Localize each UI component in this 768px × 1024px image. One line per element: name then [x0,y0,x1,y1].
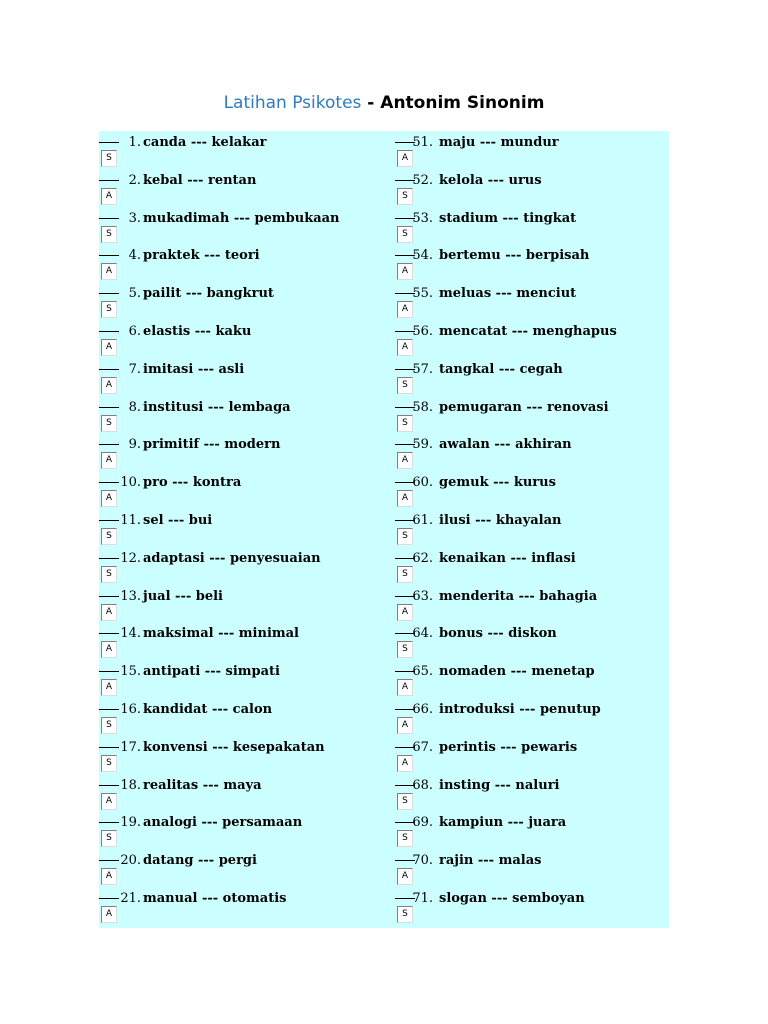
question-number: 18. [120,777,141,793]
word-pair: slogan --- semboyan [439,891,585,906]
question-number: 57. [412,361,433,377]
word-pair: jual --- beli [143,588,223,604]
answer-box[interactable]: S [101,566,117,583]
answer-box[interactable]: S [397,188,413,205]
question-number: 53. [412,210,433,226]
word-pair: realitas --- maya [143,777,262,793]
right-question-item [395,889,669,927]
answer-box[interactable]: S [101,755,117,772]
answer-box[interactable]: A [101,263,117,280]
answer-blank-line [99,860,119,861]
answer-blank-line [99,558,119,559]
answer-box[interactable]: A [397,301,413,318]
question-number: 64. [412,626,433,642]
word-pair: ilusi --- khayalan [439,513,562,528]
question-number: 56. [412,324,433,339]
left-question-item [99,889,389,927]
answer-box[interactable]: A [101,188,117,205]
word-pair: analogi --- persamaan [143,815,303,831]
word-pair: kampiun --- juara [439,815,567,831]
left-question-item [99,511,389,549]
question-number: 60. [412,475,433,491]
question-number: 20. [120,853,141,869]
word-pair: perintis --- pewaris [439,739,578,755]
right-question-item [395,360,669,398]
question-number: 14. [120,626,141,642]
word-pair: pailit --- bangkrut [143,286,274,302]
word-pair: canda --- kelakar [143,135,267,150]
left-question-item [99,776,389,814]
right-question-item [395,209,669,247]
answer-box[interactable]: S [101,150,117,167]
answer-box[interactable]: A [397,868,413,885]
left-question-item [99,398,389,436]
answer-blank-line [99,785,119,786]
answer-box[interactable]: S [101,301,117,318]
word-pair: manual --- otomatis [143,891,287,906]
answer-box[interactable]: A [101,641,117,658]
answer-box[interactable]: S [101,528,117,545]
word-pair: praktek --- teori [143,248,260,264]
right-question-item [395,246,669,284]
word-pair: kelola --- urus [439,172,542,188]
word-pair: nomaden --- menetap [439,664,595,680]
answer-box[interactable]: S [397,415,413,432]
word-pair: meluas --- menciut [439,286,577,302]
question-number: 5. [128,286,141,302]
answer-box[interactable]: S [101,830,117,847]
right-question-item [395,398,669,436]
question-panel [99,131,669,928]
word-pair: mencatat --- menghapus [439,324,617,339]
right-question-item [395,435,669,473]
question-number: 4. [128,248,141,264]
right-question-item [395,171,669,209]
question-number: 7. [128,361,141,377]
word-pair: bertemu --- berpisah [439,248,590,264]
word-pair: imitasi --- asli [143,361,245,377]
question-number: 16. [120,702,141,717]
word-pair: menderita --- bahagia [439,588,598,604]
right-question-item [395,284,669,322]
answer-box[interactable]: A [101,604,117,621]
left-question-item [99,360,389,398]
word-pair: primitif --- modern [143,437,281,453]
question-number: 9. [128,437,141,453]
question-number: 65. [412,664,433,680]
left-question-item [99,700,389,738]
word-pair: sel --- bui [143,513,213,528]
question-number: 63. [412,588,433,604]
right-question-item [395,662,669,700]
right-question-item [395,813,669,851]
word-pair: institusi --- lembaga [143,399,291,415]
word-pair: maju --- mundur [439,135,559,150]
question-number: 70. [412,853,433,869]
answer-box[interactable]: S [397,528,413,545]
title-part-2: - Antonim Sinonim [361,93,545,113]
left-question-item [99,662,389,700]
answer-blank-line [99,822,119,823]
answer-box[interactable]: A [397,150,413,167]
title-part-1: Latihan Psikotes [223,93,362,113]
left-question-item [99,473,389,511]
left-question-item [99,322,389,360]
right-question-item [395,700,669,738]
right-question-item [395,511,669,549]
left-question-item [99,587,389,625]
answer-blank-line [99,218,119,219]
word-pair: rajin --- malas [439,853,542,869]
answer-blank-line [99,596,119,597]
right-question-item [395,851,669,889]
question-number: 15. [120,664,141,680]
answer-box[interactable]: A [397,452,413,469]
question-number: 3. [128,210,141,226]
answer-box[interactable]: S [397,830,413,847]
answer-blank-line [99,180,119,181]
word-pair: pro --- kontra [143,475,242,491]
word-pair: kenaikan --- inflasi [439,550,576,566]
left-question-item [99,246,389,284]
question-number: 13. [120,588,141,604]
right-question-item [395,587,669,625]
word-pair: gemuk --- kurus [439,475,556,491]
answer-box[interactable]: S [397,906,413,923]
answer-box[interactable]: A [101,868,117,885]
answer-box[interactable]: S [101,415,117,432]
question-number: 21. [120,891,141,906]
word-pair: tangkal --- cegah [439,361,563,377]
question-number: 10. [120,475,141,491]
right-question-item [395,133,669,171]
question-number: 11. [120,513,141,528]
question-number: 66. [412,702,433,717]
question-number: 68. [412,777,433,793]
page-title [0,92,768,114]
word-pair: konvensi --- kesepakatan [143,739,325,755]
answer-blank-line [99,331,119,332]
answer-blank-line [99,671,119,672]
answer-blank-line [99,444,119,445]
answer-box[interactable]: A [101,339,117,356]
answer-box[interactable]: S [397,566,413,583]
answer-box[interactable]: S [397,226,413,243]
answer-blank-line [99,369,119,370]
right-question-item [395,624,669,662]
question-number: 17. [120,739,141,755]
word-pair: awalan --- akhiran [439,437,572,453]
answer-box[interactable]: A [397,263,413,280]
word-pair: bonus --- diskon [439,626,557,642]
word-pair: kebal --- rentan [143,172,257,188]
answer-box[interactable]: A [397,717,413,734]
question-number: 59. [412,437,433,453]
answer-box[interactable]: A [101,452,117,469]
question-number: 69. [412,815,433,831]
question-number: 1. [128,135,141,150]
question-number: 8. [128,399,141,415]
question-number: 58. [412,399,433,415]
answer-blank-line [99,520,119,521]
question-number: 67. [412,739,433,755]
question-number: 2. [128,172,141,188]
answer-blank-line [99,747,119,748]
left-question-item [99,738,389,776]
answer-blank-line [99,293,119,294]
answer-blank-line [99,633,119,634]
right-question-item [395,473,669,511]
left-question-item [99,624,389,662]
answer-blank-line [99,898,119,899]
left-question-item [99,813,389,851]
answer-box[interactable]: A [397,755,413,772]
left-question-item [99,209,389,247]
question-number: 55. [412,286,433,302]
left-question-item [99,133,389,171]
word-pair: kandidat --- calon [143,702,273,717]
word-pair: introduksi --- penutup [439,702,601,717]
question-number: 54. [412,248,433,264]
question-number: 71. [412,891,433,906]
answer-box[interactable]: S [101,226,117,243]
left-question-item [99,435,389,473]
answer-blank-line [99,407,119,408]
answer-box[interactable]: A [101,906,117,923]
word-pair: insting --- naluri [439,777,560,793]
right-question-item [395,776,669,814]
answer-blank-line [99,709,119,710]
question-number: 19. [120,815,141,831]
answer-box[interactable]: S [101,717,117,734]
answer-box[interactable]: A [101,377,117,394]
answer-box[interactable]: A [397,339,413,356]
word-pair: elastis --- kaku [143,324,252,339]
question-number: 51. [412,135,433,150]
left-question-item [99,549,389,587]
left-question-item [99,284,389,322]
answer-blank-line [99,482,119,483]
answer-box[interactable]: A [101,490,117,507]
question-number: 12. [120,550,141,566]
left-question-item [99,171,389,209]
answer-box[interactable]: S [397,641,413,658]
answer-box[interactable]: S [397,377,413,394]
word-pair: pemugaran --- renovasi [439,399,609,415]
right-question-item [395,322,669,360]
word-pair: stadium --- tingkat [439,210,577,226]
answer-blank-line [99,142,119,143]
answer-box[interactable]: S [397,793,413,810]
answer-box[interactable]: A [101,679,117,696]
question-number: 61. [412,513,433,528]
answer-blank-line [99,255,119,256]
word-pair: datang --- pergi [143,853,257,869]
left-question-item [99,851,389,889]
right-question-item [395,738,669,776]
question-number: 52. [412,172,433,188]
word-pair: mukadimah --- pembukaan [143,210,340,226]
answer-box[interactable]: A [397,679,413,696]
question-number: 62. [412,550,433,566]
word-pair: antipati --- simpati [143,664,280,680]
word-pair: maksimal --- minimal [143,626,299,642]
answer-box[interactable]: A [101,793,117,810]
question-number: 6. [128,324,141,339]
answer-box[interactable]: A [397,604,413,621]
answer-box[interactable]: A [397,490,413,507]
right-question-item [395,549,669,587]
word-pair: adaptasi --- penyesuaian [143,550,321,566]
